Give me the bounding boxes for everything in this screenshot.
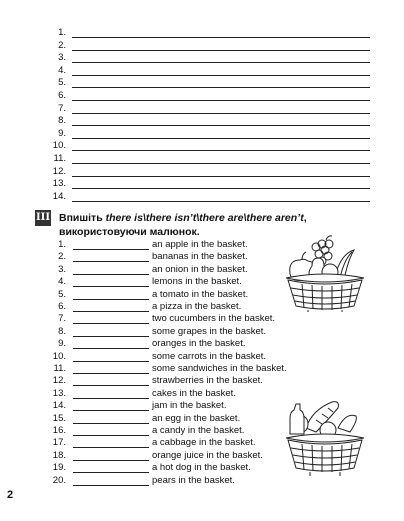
item-number: 9. xyxy=(58,338,66,350)
answer-line[interactable] xyxy=(72,87,370,88)
answer-blank[interactable] xyxy=(73,311,149,312)
item-number: 15. xyxy=(52,412,66,424)
line-number: 6. xyxy=(58,90,66,101)
answer-line-row xyxy=(0,52,404,65)
answer-blank[interactable] xyxy=(73,286,149,287)
item-text: bananas in the basket. xyxy=(152,251,248,263)
item-number: 13. xyxy=(52,387,66,399)
answer-line[interactable] xyxy=(72,138,370,139)
item-text: an egg in the basket. xyxy=(152,412,241,424)
answer-line-row xyxy=(0,65,404,78)
answer-line-row xyxy=(0,178,404,191)
exercise-item xyxy=(0,338,404,350)
line-number: 7. xyxy=(58,102,66,114)
answer-blank[interactable] xyxy=(73,274,149,275)
picnic-basket-illustration xyxy=(282,398,368,478)
answer-line-row xyxy=(0,77,404,90)
cucumber-icon xyxy=(338,415,356,432)
item-number: 11. xyxy=(53,363,66,374)
answer-line[interactable] xyxy=(72,150,370,151)
exercise-item xyxy=(0,326,404,338)
item-text: a pizza in the basket. xyxy=(152,301,242,312)
line-number: 3. xyxy=(58,52,66,64)
answer-line-row xyxy=(0,140,404,153)
answer-line[interactable] xyxy=(72,163,370,164)
item-number: 20. xyxy=(52,474,66,486)
item-text: strawberries in the basket. xyxy=(152,375,263,387)
answer-blank[interactable] xyxy=(73,398,149,399)
line-number: 4. xyxy=(58,64,66,76)
answer-blank[interactable] xyxy=(73,336,149,337)
line-number: 2. xyxy=(58,39,66,51)
item-text: two cucumbers in the basket. xyxy=(152,313,276,325)
answer-line[interactable] xyxy=(72,113,370,114)
answer-line[interactable] xyxy=(72,100,370,101)
answer-blank[interactable] xyxy=(73,385,149,386)
item-text: a hot dog in the basket. xyxy=(152,462,251,474)
answer-blank[interactable] xyxy=(73,410,149,411)
basket-rim xyxy=(286,434,364,442)
answer-blank[interactable] xyxy=(73,261,149,262)
item-number: 6. xyxy=(58,301,66,312)
item-number: 16. xyxy=(52,425,66,436)
item-text: an onion in the basket. xyxy=(152,263,248,275)
item-text: lemons in the basket. xyxy=(152,276,242,288)
answer-line-row xyxy=(0,153,404,166)
answer-line[interactable] xyxy=(72,62,370,63)
answer-blank[interactable] xyxy=(73,447,149,448)
item-number: 12. xyxy=(52,375,66,387)
line-number: 5. xyxy=(58,77,66,89)
answer-blank[interactable] xyxy=(73,472,149,473)
item-text: some grapes in the basket. xyxy=(152,325,267,337)
exercise-item xyxy=(0,375,404,387)
answer-blank[interactable] xyxy=(73,373,149,374)
answer-blank[interactable] xyxy=(73,460,149,461)
item-text: a cabbage in the basket. xyxy=(152,437,256,449)
answer-line[interactable] xyxy=(72,125,370,126)
item-number: 5. xyxy=(58,288,66,300)
item-number: 7. xyxy=(58,313,66,325)
answer-line-row xyxy=(0,27,404,40)
instruction-prefix: Впишіть xyxy=(59,212,106,224)
line-number: 12. xyxy=(52,165,66,177)
line-number: 13. xyxy=(52,178,66,190)
answer-line[interactable] xyxy=(72,188,370,189)
line-number: 1. xyxy=(58,27,66,38)
fruit-basket-illustration xyxy=(282,234,368,312)
answer-blank[interactable] xyxy=(73,249,149,250)
answer-blank[interactable] xyxy=(73,348,149,349)
answer-blank[interactable] xyxy=(73,485,149,486)
item-number: 19. xyxy=(52,462,66,474)
item-number: 1. xyxy=(58,239,66,250)
item-number: 8. xyxy=(58,325,66,337)
exercise-item xyxy=(0,363,404,375)
line-number: 14. xyxy=(52,190,66,202)
answer-line-row xyxy=(0,90,404,103)
answer-line[interactable] xyxy=(72,50,370,51)
item-number: 14. xyxy=(52,400,66,412)
answer-blank[interactable] xyxy=(73,423,149,424)
line-number: 11. xyxy=(53,153,66,164)
item-text: some carrots in the basket. xyxy=(152,350,267,362)
item-text: oranges in the basket. xyxy=(152,338,246,350)
exercise-item xyxy=(0,313,404,325)
item-text: a tomato in the basket. xyxy=(152,288,249,300)
instruction-options: there is\there isn’t\there are\there aren’t xyxy=(105,212,304,224)
item-text: pears in the basket. xyxy=(152,474,235,486)
item-number: 18. xyxy=(52,449,66,461)
page-number: 2 xyxy=(7,489,14,501)
item-number: 2. xyxy=(58,251,66,263)
item-number: 4. xyxy=(58,276,66,288)
answer-line-row xyxy=(0,103,404,116)
answer-line[interactable] xyxy=(72,176,370,177)
line-number: 8. xyxy=(58,115,66,127)
item-text: cakes in the basket. xyxy=(152,387,236,399)
item-number: 17. xyxy=(52,437,66,449)
exercise-item xyxy=(0,351,404,363)
bottle-icon xyxy=(290,404,304,434)
answer-blank[interactable] xyxy=(73,435,149,436)
item-number: 3. xyxy=(58,263,66,275)
instruction-suffix: , використовуючи малюнок. xyxy=(59,212,307,238)
answer-line-row xyxy=(0,40,404,53)
item-text: a candy in the basket. xyxy=(152,425,245,436)
item-text: some sandwiches in the basket. xyxy=(152,363,287,374)
answer-blank[interactable] xyxy=(73,323,149,324)
answer-line-row xyxy=(0,166,404,179)
answer-line[interactable] xyxy=(72,75,370,76)
answer-line-row xyxy=(0,191,404,204)
answer-line-row xyxy=(0,128,404,141)
item-text: jam in the basket. xyxy=(152,400,227,412)
item-text: orange juice in the basket. xyxy=(152,449,263,461)
line-number: 9. xyxy=(58,127,66,139)
answer-blank[interactable] xyxy=(73,299,149,300)
answer-line-row xyxy=(0,115,404,128)
task-number-badge: III xyxy=(35,210,51,226)
item-text: an apple in the basket. xyxy=(152,239,248,250)
answer-line[interactable] xyxy=(72,37,370,38)
item-number: 10. xyxy=(52,350,66,362)
answer-line[interactable] xyxy=(72,201,370,202)
answer-blank[interactable] xyxy=(73,361,149,362)
line-number: 10. xyxy=(52,140,66,152)
